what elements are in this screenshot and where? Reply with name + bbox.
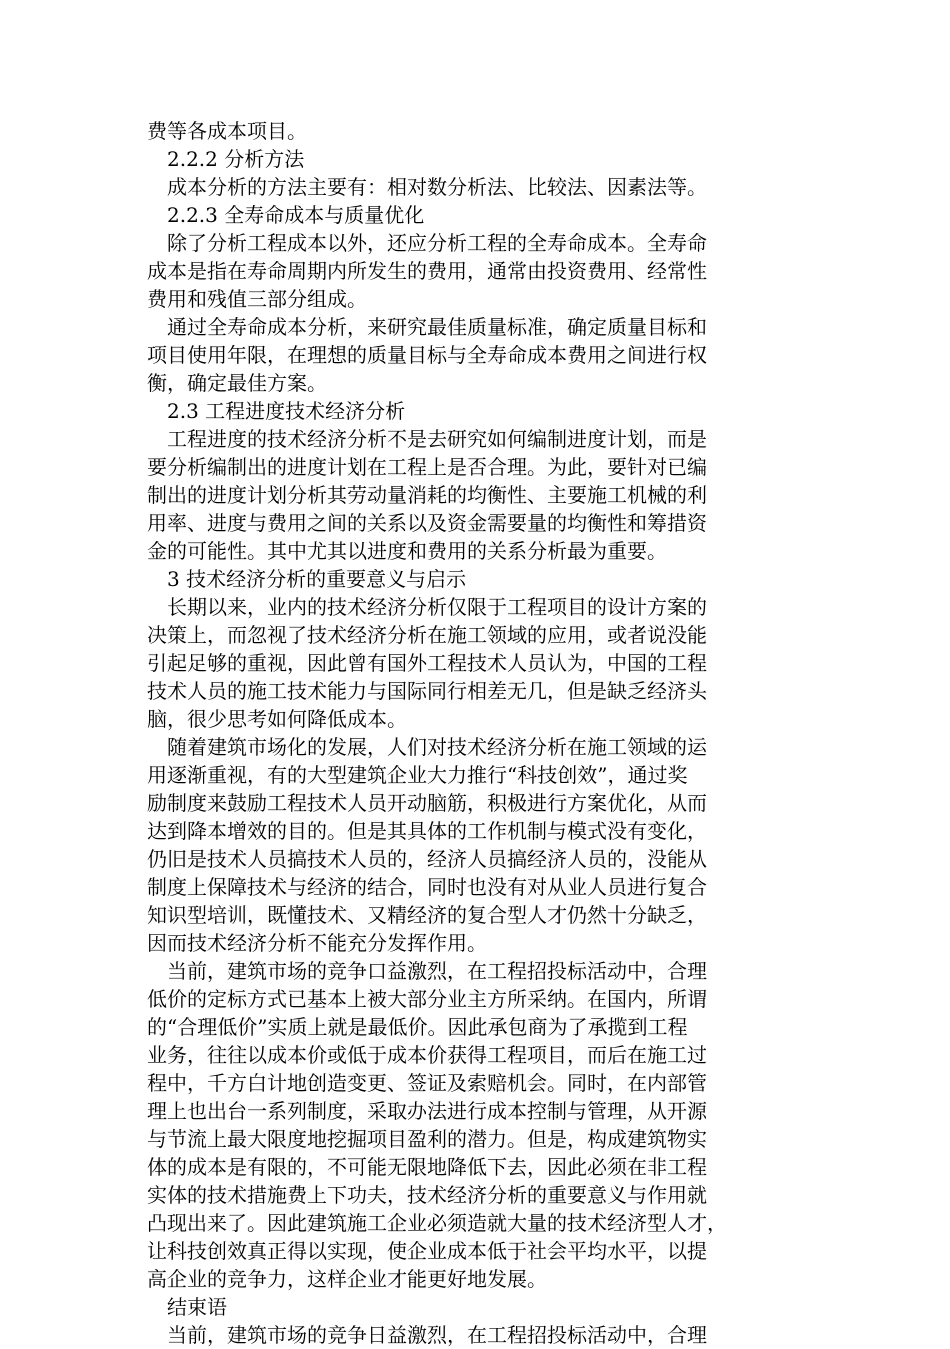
paragraph-line: 决策上，而忽视了技术经济分析在施工领域的应用，或者说没能 (147, 623, 707, 647)
paragraph-line-indented: 2.3 工程进度技术经济分析 (167, 399, 406, 423)
paragraph-line-indented: 3 技术经济分析的重要意义与启示 (167, 567, 467, 591)
paragraph-line: 励制度来鼓励工程技术人员开动脑筋，积极进行方案优化，从而 (147, 791, 707, 815)
document-body (147, 117, 783, 1349)
paragraph-line: 实体的技术措施费上下功夫，技术经济分析的重要意义与作用就 (147, 1183, 707, 1207)
paragraph-line-indented: 长期以来，业内的技术经济分析仅限于工程项目的设计方案的 (167, 595, 707, 619)
paragraph-line-indented: 2.2.2 分析方法 (167, 147, 305, 171)
paragraph-line: 业务，往往以成本价或低于成本价获得工程项目，而后在施工过 (147, 1043, 707, 1067)
paragraph-line-indented: 工程进度的技术经济分析不是去研究如何编制进度计划，而是 (167, 427, 707, 451)
paragraph-line: 脑，很少思考如何降低成本。 (147, 707, 407, 731)
paragraph-line: 费等各成本项目。 (147, 119, 307, 143)
paragraph-line: 因而技术经济分析不能充分发挥作用。 (147, 931, 487, 955)
paragraph-line: 成本是指在寿命周期内所发生的费用，通常由投资费用、经常性 (147, 259, 707, 283)
paragraph-line: 低价的定标方式已基本上被大部分业主方所采纳。在国内，所谓 (147, 987, 707, 1011)
paragraph-line: 高企业的竞争力，这样企业才能更好地发展。 (147, 1267, 547, 1291)
paragraph-line: 理上也出台一系列制度，采取办法进行成本控制与管理，从开源 (147, 1099, 707, 1123)
paragraph-line-indented: 通过全寿命成本分析，来研究最佳质量标准，确定质量目标和 (167, 315, 707, 339)
paragraph-line-indented: 除了分析工程成本以外，还应分析工程的全寿命成本。全寿命 (167, 231, 707, 255)
paragraph-line-indented: 当前，建筑市场的竞争口益激烈，在工程招投标活动中，合理 (167, 959, 707, 983)
paragraph-line: 凸现出来了。因此建筑施工企业必须造就大量的技术经济型人才， (147, 1211, 727, 1235)
paragraph-line: 衡，确定最佳方案。 (147, 371, 327, 395)
paragraph-line: 的“合理低价”实质上就是最低价。因此承包商为了承揽到工程 (147, 1015, 688, 1039)
paragraph-line: 项目使用年限，在理想的质量目标与全寿命成本费用之间进行权 (147, 343, 707, 367)
paragraph-line-indented: 2.2.3 全寿命成本与质量优化 (167, 203, 425, 227)
paragraph-line: 制度上保障技术与经济的结合，同时也没有对从业人员进行复合 (147, 875, 707, 899)
paragraph-line-indented: 当前，建筑市场的竞争日益激烈，在工程招投标活动中，合理 (167, 1323, 707, 1347)
paragraph-line: 达到降本增效的目的。但是其具体的工作机制与模式没有变化， (147, 819, 707, 843)
paragraph-line: 程中，千方白计地创造变更、签证及索赔机会。同时，在内部管 (147, 1071, 707, 1095)
paragraph-line: 与节流上最大限度地挖掘项目盈利的潜力。但是，构成建筑物实 (147, 1127, 707, 1151)
paragraph-line-indented: 成本分析的方法主要有：相对数分析法、比较法、因素法等。 (167, 175, 707, 199)
paragraph-line: 用率、进度与费用之间的关系以及资金需要量的均衡性和筹措资 (147, 511, 707, 535)
paragraph-line: 费用和残值三部分组成。 (147, 287, 367, 311)
paragraph-line: 用逐渐重视，有的大型建筑企业大力推行“科技创效”，通过奖 (147, 763, 688, 787)
paragraph-line: 仍旧是技术人员搞技术人员的，经济人员搞经济人员的，没能从 (147, 847, 707, 871)
paragraph-line-indented: 结束语 (167, 1295, 227, 1319)
paragraph-line: 技术人员的施工技术能力与国际同行相差无几，但是缺乏经济头 (147, 679, 707, 703)
paragraph-line: 制出的进度计划分析其劳动量消耗的均衡性、主要施工机械的利 (147, 483, 707, 507)
paragraph-line: 体的成本是有限的，不可能无限地降低下去，因此必须在非工程 (147, 1155, 707, 1179)
paragraph-line: 让科技创效真正得以实现，使企业成本低于社会平均水平，以提 (147, 1239, 707, 1263)
paragraph-line-indented: 随着建筑市场化的发展，人们对技术经济分析在施工领域的运 (167, 735, 707, 759)
paragraph-line: 引起足够的重视，因此曾有国外工程技术人员认为，中国的工程 (147, 651, 707, 675)
paragraph-line: 金的可能性。其中尤其以进度和费用的关系分析最为重要。 (147, 539, 667, 563)
paragraph-line: 知识型培训，既懂技术、又精经济的复合型人才仍然十分缺乏， (147, 903, 707, 927)
paragraph-line: 要分析编制出的进度计划在工程上是否合理。为此，要针对已编 (147, 455, 707, 479)
